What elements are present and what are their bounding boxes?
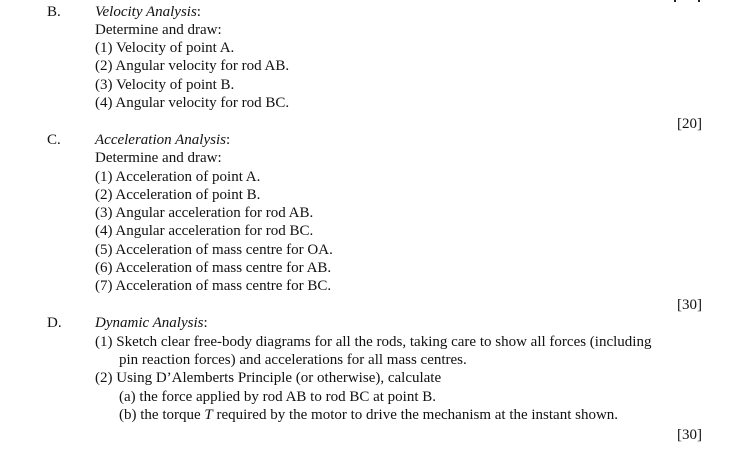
section-d-sub-b-variable: T (204, 407, 213, 423)
section-b-item-1: (1) Velocity of point A. (95, 40, 235, 56)
section-c-item-4: (4) Angular acceleration for rod BC. (95, 223, 314, 239)
section-d-item-1: (1) Sketch clear free-body diagrams for all the rods, taking care to show all forces (including (95, 334, 652, 350)
cropped-marks-bracket (672, 0, 702, 5)
section-c-item-6: (6) Acceleration of mass centre for AB. (95, 260, 332, 276)
section-b-heading: Velocity Analysis: (95, 4, 201, 20)
section-c-item-5: (5) Acceleration of mass centre for OA. (95, 242, 333, 258)
section-c-item-1: (1) Acceleration of point A. (95, 169, 261, 185)
section-c-letter: C. (47, 132, 61, 148)
section-d-item-1-continued: pin reaction forces) and accelerations for all mass centres. (119, 352, 467, 368)
section-c-item-7: (7) Acceleration of mass centre for BC. (95, 278, 332, 294)
section-d-item-2: (2) Using D’Alemberts Principle (or otherwise), calculate (95, 370, 442, 386)
section-d-sub-b (119, 406, 618, 424)
section-c-item-2: (2) Acceleration of point B. (95, 187, 261, 203)
section-b-item-2: (2) Angular velocity for rod AB. (95, 58, 290, 74)
section-c-heading: Acceleration Analysis: (95, 132, 231, 148)
section-d-sub-b-suffix: required by the motor to drive the mechanism at the instant shown. (212, 407, 619, 423)
section-b-item-3: (3) Velocity of point B. (95, 77, 235, 93)
section-b-heading-text: Velocity Analysis (95, 4, 197, 20)
section-b-marks: [20] (677, 116, 702, 132)
section-d-sub-a: (a) the force applied by rod AB to rod BC at point B. (119, 389, 437, 405)
section-b-item-4: (4) Angular velocity for rod BC. (95, 95, 290, 111)
section-d-marks: [30] (677, 427, 702, 443)
section-d-sub-b-prefix: (b) the torque (119, 407, 205, 423)
section-d-heading: Dynamic Analysis: (95, 315, 208, 331)
section-d-heading-text: Dynamic Analysis (95, 315, 204, 331)
section-c-marks: [30] (677, 297, 702, 313)
section-c-heading-text: Acceleration Analysis (95, 132, 226, 148)
section-d-letter: D. (47, 315, 62, 331)
section-c-intro: Determine and draw: (95, 150, 222, 166)
section-c-item-3: (3) Angular acceleration for rod AB. (95, 205, 314, 221)
section-b-letter: B. (47, 4, 61, 20)
section-b-intro: Determine and draw: (95, 22, 222, 38)
